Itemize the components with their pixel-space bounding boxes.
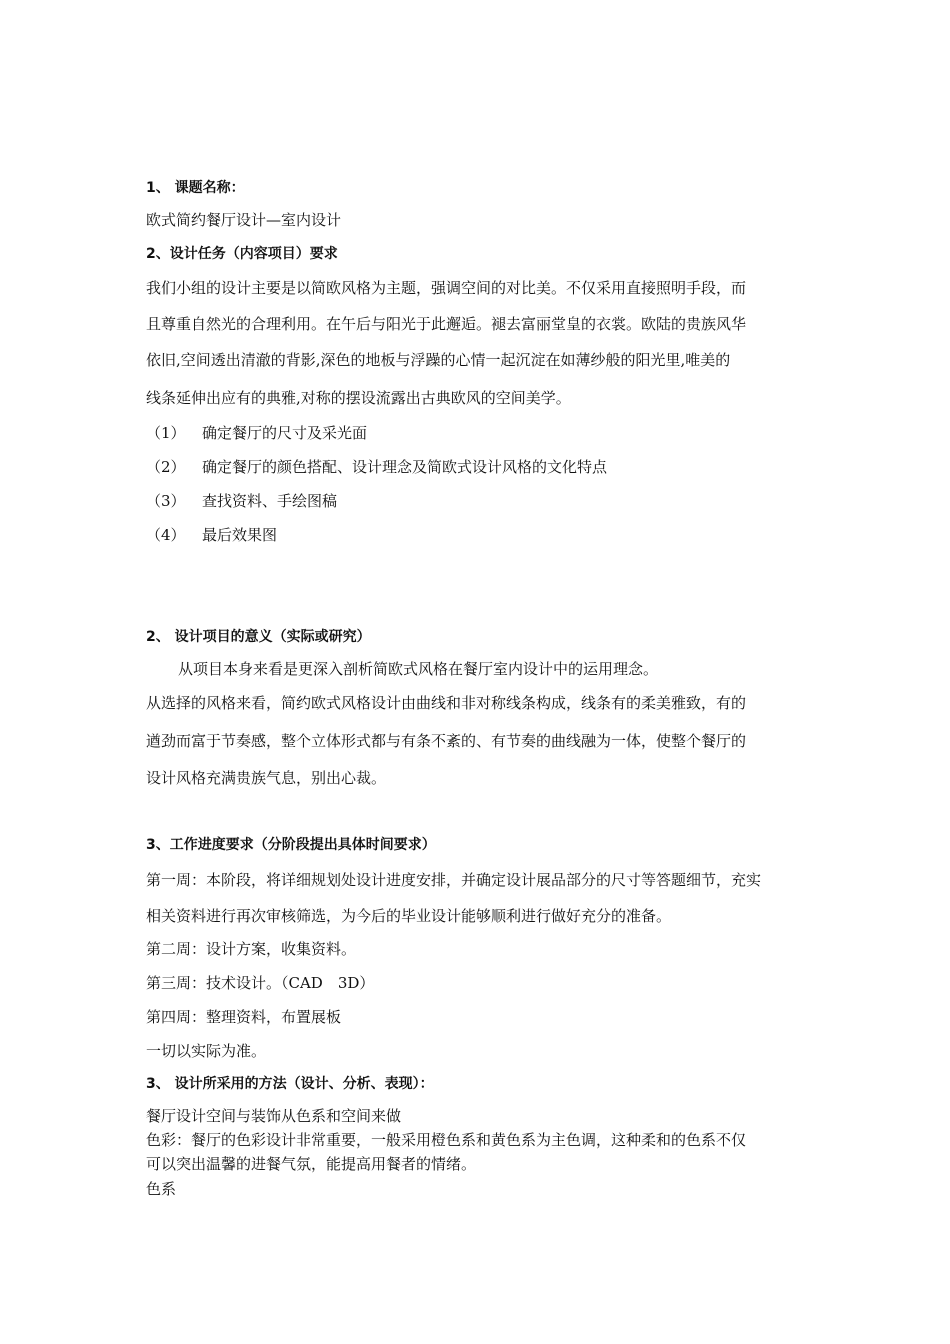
task-paragraph-line: 线条延伸出应有的典雅,对称的摆设流露出古典欧风的空间美学。 (146, 389, 571, 407)
list-text: 确定餐厅的颜色搭配、设计理念及简欧式设计风格的文化特点 (202, 458, 608, 476)
schedule-line: 一切以实际为准。 (146, 1042, 267, 1060)
list-number: （2） (146, 458, 186, 476)
significance-paragraph-line: 设计风格充满贵族气息，别出心裁。 (146, 769, 387, 787)
task-paragraph-line: 我们小组的设计主要是以简欧风格为主题，强调空间的对比美。不仅采用直接照明手段，而 (146, 279, 747, 297)
section-heading-topic: 1、 课题名称： (146, 180, 245, 196)
topic-text: 欧式简约餐厅设计—室内设计 (146, 211, 342, 229)
schedule-line: 第四周：整理资料，布置展板 (146, 1008, 342, 1026)
task-list-item (146, 457, 607, 477)
task-paragraph-line: 且尊重自然光的合理利用。在午后与阳光于此邂逅。褪去富丽堂皇的衣裳。欧陆的贵族风华 (146, 315, 747, 333)
section-heading-task: 2、设计任务（内容项目）要求 (146, 246, 338, 262)
schedule-line: 第二周：设计方案，收集资料。 (146, 940, 357, 958)
schedule-line: 相关资料进行再次审核筛选，为今后的毕业设计能够顺利进行做好充分的准备。 (146, 907, 672, 925)
significance-paragraph-line: 从项目本身来看是更深入剖析简欧式风格在餐厅室内设计中的运用理念。 (178, 660, 659, 678)
task-paragraph-line: 依旧,空间透出清澈的背影,深色的地板与浮躁的心情一起沉淀在如薄纱般的阳光里,唯美的 (146, 351, 731, 369)
methods-line: 色系 (146, 1180, 177, 1198)
methods-line: 色彩：餐厅的色彩设计非常重要，一般采用橙色系和黄色系为主色调，这种柔和的色系不仅 (146, 1131, 747, 1149)
significance-paragraph-line: 遒劲而富于节奏感，整个立体形式都与有条不紊的、有节奏的曲线融为一体，使整个餐厅的 (146, 732, 747, 750)
section-heading-schedule: 3、工作进度要求（分阶段提出具体时间要求） (146, 837, 436, 853)
task-list-item (146, 491, 337, 511)
list-text: 确定餐厅的尺寸及采光面 (202, 424, 368, 442)
list-number: （4） (146, 526, 186, 544)
section-heading-significance: 2、 设计项目的意义（实际或研究） (146, 629, 371, 645)
list-text: 最后效果图 (202, 526, 278, 544)
task-list-item (146, 525, 277, 545)
schedule-line: 第一周：本阶段，将详细规划处设计进度安排，并确定设计展品部分的尺寸等答题细节，充实 (146, 871, 762, 889)
list-text: 查找资料、手绘图稿 (202, 492, 338, 510)
list-number: （1） (146, 424, 186, 442)
list-number: （3） (146, 492, 186, 510)
methods-line: 餐厅设计空间与装饰从色系和空间来做 (146, 1107, 402, 1125)
significance-paragraph-line: 从选择的风格来看，简约欧式风格设计由曲线和非对称线条构成，线条有的柔美雅致，有的 (146, 694, 747, 712)
task-list-item (146, 423, 367, 443)
schedule-line: 第三周：技术设计。（CAD 3D） (146, 974, 375, 992)
methods-line: 可以突出温馨的进餐气氛，能提高用餐者的情绪。 (146, 1155, 477, 1173)
section-heading-methods: 3、 设计所采用的方法（设计、分析、表现）： (146, 1076, 434, 1092)
